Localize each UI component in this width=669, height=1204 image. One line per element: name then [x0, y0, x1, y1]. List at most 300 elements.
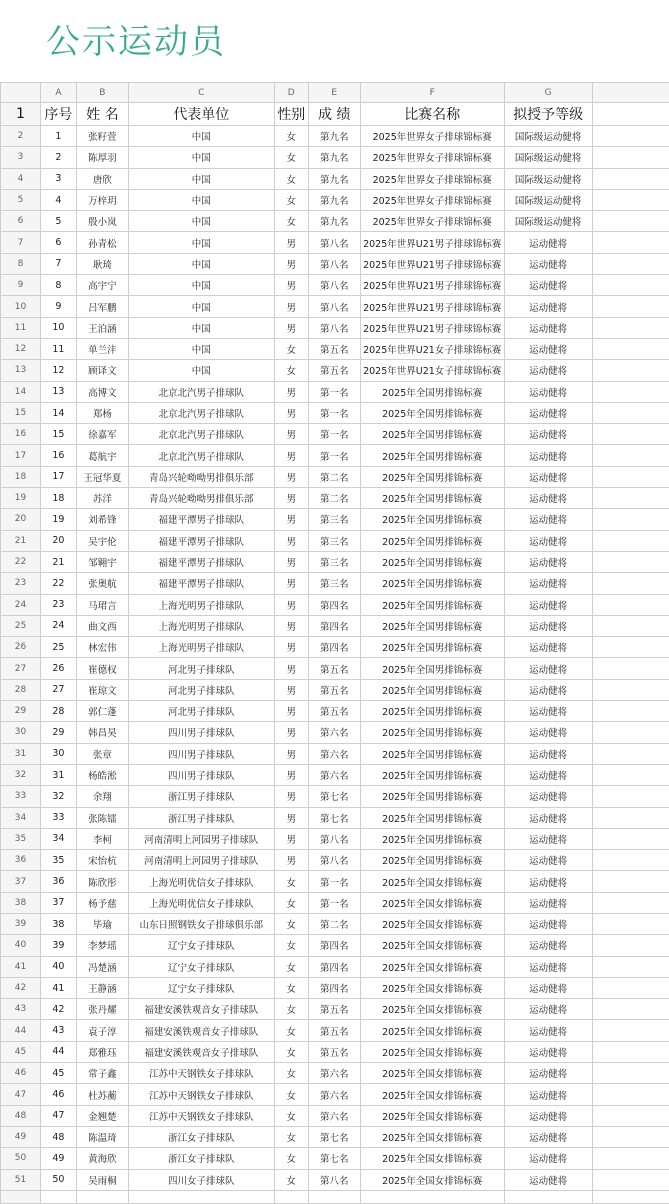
table-cell[interactable]: 郭仁蓬	[76, 701, 128, 722]
empty-cell[interactable]	[592, 679, 669, 700]
table-cell[interactable]: 上海光明男子排球队	[128, 615, 274, 636]
table-cell[interactable]: 2025年全国男排锦标赛	[360, 615, 504, 636]
table-cell[interactable]: 女	[274, 1084, 308, 1105]
table-cell[interactable]: 北京北汽男子排球队	[128, 402, 274, 423]
empty-cell[interactable]	[592, 828, 669, 849]
table-cell[interactable]: 第九名	[308, 211, 360, 232]
table-cell[interactable]: 2025年全国女排锦标赛	[360, 1169, 504, 1190]
table-cell[interactable]: 崔琼文	[76, 679, 128, 700]
table-cell[interactable]: 27	[40, 679, 76, 700]
row-number[interactable]: 26	[1, 637, 41, 658]
table-cell[interactable]: 男	[274, 807, 308, 828]
table-cell[interactable]: 第二名	[308, 913, 360, 934]
table-cell[interactable]: 国际级运动健将	[504, 189, 592, 210]
empty-cell[interactable]	[592, 275, 669, 296]
row-number[interactable]: 7	[1, 232, 41, 253]
empty-cell[interactable]	[592, 466, 669, 487]
table-cell[interactable]: 6	[40, 232, 76, 253]
table-cell[interactable]: 43	[40, 1020, 76, 1041]
table-cell[interactable]: 2025年全国男排锦标赛	[360, 786, 504, 807]
table-cell[interactable]: 男	[274, 488, 308, 509]
table-cell[interactable]: 49	[40, 1148, 76, 1169]
empty-cell[interactable]	[592, 189, 669, 210]
row-number[interactable]: 40	[1, 935, 41, 956]
table-cell[interactable]: 第三名	[308, 509, 360, 530]
table-cell[interactable]: 男	[274, 637, 308, 658]
table-cell[interactable]: 24	[40, 615, 76, 636]
table-cell[interactable]: 37	[40, 892, 76, 913]
table-cell[interactable]: 邹翱宇	[76, 551, 128, 572]
table-cell[interactable]: 耿琦	[76, 253, 128, 274]
row-number[interactable]: 44	[1, 1020, 41, 1041]
table-cell[interactable]: 运动健将	[504, 913, 592, 934]
table-cell[interactable]: 13	[40, 381, 76, 402]
table-cell[interactable]: 第五名	[308, 679, 360, 700]
table-cell[interactable]: 运动健将	[504, 317, 592, 338]
column-header-4[interactable]: E	[308, 83, 360, 103]
table-cell[interactable]: 顾译文	[76, 360, 128, 381]
table-cell[interactable]: 运动健将	[504, 296, 592, 317]
table-cell[interactable]: 男	[274, 381, 308, 402]
table-cell[interactable]: 第六名	[308, 1063, 360, 1084]
table-cell[interactable]: 运动健将	[504, 1169, 592, 1190]
table-cell[interactable]: 上海光明优信女子排球队	[128, 892, 274, 913]
row-number[interactable]	[1, 1190, 41, 1203]
table-cell[interactable]: 31	[40, 764, 76, 785]
table-cell[interactable]: 2025年全国女排锦标赛	[360, 1020, 504, 1041]
table-cell[interactable]: 陈温琦	[76, 1126, 128, 1147]
empty-cell[interactable]	[592, 402, 669, 423]
empty-cell[interactable]	[592, 1084, 669, 1105]
table-cell[interactable]: 张陈镭	[76, 807, 128, 828]
table-cell[interactable]: 42	[40, 999, 76, 1020]
table-cell[interactable]: 30	[40, 743, 76, 764]
table-cell[interactable]: 运动健将	[504, 594, 592, 615]
row-number[interactable]: 32	[1, 764, 41, 785]
empty-cell[interactable]	[592, 296, 669, 317]
table-cell[interactable]: 2025年全国男排锦标赛	[360, 488, 504, 509]
table-cell[interactable]: 2025年全国女排锦标赛	[360, 977, 504, 998]
table-cell[interactable]: 运动健将	[504, 977, 592, 998]
row-number[interactable]: 19	[1, 488, 41, 509]
table-cell[interactable]: 四川女子排球队	[128, 1169, 274, 1190]
table-cell[interactable]: 2025年全国男排锦标赛	[360, 828, 504, 849]
row-number[interactable]: 2	[1, 126, 41, 147]
table-cell[interactable]: 第七名	[308, 786, 360, 807]
empty-cell[interactable]	[592, 338, 669, 359]
empty-cell[interactable]	[592, 913, 669, 934]
row-number[interactable]: 6	[1, 211, 41, 232]
table-cell[interactable]: 2025年世界女子排球锦标赛	[360, 211, 504, 232]
table-cell[interactable]: 李梦瑶	[76, 935, 128, 956]
table-cell[interactable]	[360, 1190, 504, 1203]
table-cell[interactable]: 20	[40, 530, 76, 551]
empty-cell[interactable]	[592, 232, 669, 253]
table-cell[interactable]: 王静涵	[76, 977, 128, 998]
table-cell[interactable]: 辽宁女子排球队	[128, 977, 274, 998]
table-cell[interactable]: 第五名	[308, 701, 360, 722]
empty-cell[interactable]	[592, 764, 669, 785]
table-cell[interactable]: 2025年全国男排锦标赛	[360, 509, 504, 530]
table-cell[interactable]: 运动健将	[504, 232, 592, 253]
table-cell[interactable]: 王冠华夏	[76, 466, 128, 487]
table-cell[interactable]: 运动健将	[504, 679, 592, 700]
table-cell[interactable]: 47	[40, 1105, 76, 1126]
empty-cell[interactable]	[592, 126, 669, 147]
empty-cell[interactable]	[592, 253, 669, 274]
table-cell[interactable]: 男	[274, 402, 308, 423]
table-cell[interactable]: 26	[40, 658, 76, 679]
table-cell[interactable]: 女	[274, 913, 308, 934]
table-cell[interactable]: 11	[40, 338, 76, 359]
header-cell[interactable]: 序号	[40, 103, 76, 126]
table-cell[interactable]: 第五名	[308, 360, 360, 381]
table-cell[interactable]: 男	[274, 317, 308, 338]
table-cell[interactable]: 中国	[128, 147, 274, 168]
row-number[interactable]: 35	[1, 828, 41, 849]
table-cell[interactable]: 4	[40, 189, 76, 210]
table-cell[interactable]: 运动健将	[504, 850, 592, 871]
table-cell[interactable]: 16	[40, 445, 76, 466]
table-cell[interactable]: 吴雨桐	[76, 1169, 128, 1190]
table-cell[interactable]: 高宇宁	[76, 275, 128, 296]
table-cell[interactable]: 2025年世界女子排球锦标赛	[360, 168, 504, 189]
table-cell[interactable]: 北京北汽男子排球队	[128, 424, 274, 445]
row-number[interactable]: 11	[1, 317, 41, 338]
table-cell[interactable]: 第八名	[308, 1169, 360, 1190]
table-cell[interactable]: 35	[40, 850, 76, 871]
table-cell[interactable]: 2025年世界U21女子排球锦标赛	[360, 338, 504, 359]
empty-cell[interactable]	[592, 977, 669, 998]
table-cell[interactable]: 运动健将	[504, 338, 592, 359]
table-cell[interactable]: 福建平潭男子排球队	[128, 551, 274, 572]
table-cell[interactable]: 2025年全国女排锦标赛	[360, 1063, 504, 1084]
empty-cell[interactable]	[592, 147, 669, 168]
table-cell[interactable]: 殷小岚	[76, 211, 128, 232]
table-cell[interactable]: 辽宁女子排球队	[128, 935, 274, 956]
empty-cell[interactable]	[592, 1169, 669, 1190]
table-cell[interactable]: 中国	[128, 275, 274, 296]
table-cell[interactable]	[128, 1190, 274, 1203]
table-cell[interactable]: 女	[274, 338, 308, 359]
empty-cell[interactable]	[592, 424, 669, 445]
row-number[interactable]: 29	[1, 701, 41, 722]
empty-cell[interactable]	[592, 743, 669, 764]
row-number[interactable]: 8	[1, 253, 41, 274]
table-cell[interactable]: 福建平潭男子排球队	[128, 509, 274, 530]
table-cell[interactable]: 第四名	[308, 956, 360, 977]
column-header-3[interactable]: D	[274, 83, 308, 103]
table-cell[interactable]: 河南清明上河园男子排球队	[128, 850, 274, 871]
empty-cell[interactable]	[592, 1190, 669, 1203]
table-cell[interactable]: 第三名	[308, 573, 360, 594]
column-header-0[interactable]: A	[40, 83, 76, 103]
table-cell[interactable]: 男	[274, 658, 308, 679]
empty-cell[interactable]	[592, 551, 669, 572]
table-cell[interactable]: 2025年全国男排锦标赛	[360, 764, 504, 785]
table-cell[interactable]: 2	[40, 147, 76, 168]
table-cell[interactable]: 唐欣	[76, 168, 128, 189]
table-cell[interactable]: 李柯	[76, 828, 128, 849]
table-cell[interactable]: 2025年全国男排锦标赛	[360, 850, 504, 871]
table-cell[interactable]: 张丹耀	[76, 999, 128, 1020]
table-cell[interactable]: 上海光明男子排球队	[128, 594, 274, 615]
table-cell[interactable]: 男	[274, 743, 308, 764]
table-cell[interactable]: 杜苏蘅	[76, 1084, 128, 1105]
table-cell[interactable]: 运动健将	[504, 807, 592, 828]
table-cell[interactable]: 男	[274, 679, 308, 700]
empty-cell[interactable]	[592, 83, 669, 103]
table-cell[interactable]: 2025年全国女排锦标赛	[360, 913, 504, 934]
table-cell[interactable]: 常子鑫	[76, 1063, 128, 1084]
empty-cell[interactable]	[592, 701, 669, 722]
table-cell[interactable]: 运动健将	[504, 786, 592, 807]
table-cell[interactable]: 46	[40, 1084, 76, 1105]
table-cell[interactable]: 2025年全国男排锦标赛	[360, 445, 504, 466]
table-cell[interactable]: 第六名	[308, 764, 360, 785]
table-cell[interactable]: 2025年全国男排锦标赛	[360, 722, 504, 743]
table-cell[interactable]: 运动健将	[504, 615, 592, 636]
row-number[interactable]: 21	[1, 530, 41, 551]
table-cell[interactable]: 福建平潭男子排球队	[128, 573, 274, 594]
table-cell[interactable]: 男	[274, 828, 308, 849]
table-cell[interactable]: 女	[274, 1063, 308, 1084]
table-cell[interactable]: 45	[40, 1063, 76, 1084]
table-cell[interactable]: 39	[40, 935, 76, 956]
table-cell[interactable]: 2025年全国男排锦标赛	[360, 701, 504, 722]
table-cell[interactable]: 女	[274, 1148, 308, 1169]
empty-cell[interactable]	[592, 1105, 669, 1126]
empty-cell[interactable]	[592, 786, 669, 807]
table-cell[interactable]: 四川男子排球队	[128, 722, 274, 743]
row-number[interactable]: 45	[1, 1041, 41, 1062]
table-cell[interactable]: 15	[40, 424, 76, 445]
corner-cell[interactable]	[1, 83, 41, 103]
row-number[interactable]: 15	[1, 402, 41, 423]
row-number[interactable]: 43	[1, 999, 41, 1020]
row-number[interactable]: 22	[1, 551, 41, 572]
table-cell[interactable]: 男	[274, 296, 308, 317]
table-cell[interactable]: 2025年全国男排锦标赛	[360, 594, 504, 615]
row-number[interactable]: 41	[1, 956, 41, 977]
table-cell[interactable]: 徐嘉军	[76, 424, 128, 445]
table-cell[interactable]: 运动健将	[504, 551, 592, 572]
table-cell[interactable]: 男	[274, 253, 308, 274]
row-number[interactable]: 48	[1, 1105, 41, 1126]
table-cell[interactable]: 2025年全国女排锦标赛	[360, 956, 504, 977]
table-cell[interactable]: 第七名	[308, 807, 360, 828]
table-cell[interactable]: 第三名	[308, 551, 360, 572]
table-cell[interactable]: 第九名	[308, 168, 360, 189]
table-cell[interactable]: 第九名	[308, 126, 360, 147]
table-cell[interactable]: 男	[274, 509, 308, 530]
row-number[interactable]: 13	[1, 360, 41, 381]
table-cell[interactable]: 女	[274, 147, 308, 168]
row-number[interactable]: 25	[1, 615, 41, 636]
table-cell[interactable]: 2025年世界女子排球锦标赛	[360, 126, 504, 147]
table-cell[interactable]: 50	[40, 1169, 76, 1190]
table-cell[interactable]: 运动健将	[504, 764, 592, 785]
table-cell[interactable]: 运动健将	[504, 701, 592, 722]
table-cell[interactable]: 陈厚羽	[76, 147, 128, 168]
table-cell[interactable]: 第八名	[308, 828, 360, 849]
table-cell[interactable]: 第五名	[308, 338, 360, 359]
table-cell[interactable]: 单兰沣	[76, 338, 128, 359]
table-cell[interactable]: 运动健将	[504, 871, 592, 892]
row-number[interactable]: 34	[1, 807, 41, 828]
table-cell[interactable]: 25	[40, 637, 76, 658]
table-cell[interactable]: 河北男子排球队	[128, 679, 274, 700]
table-cell[interactable]: 18	[40, 488, 76, 509]
table-cell[interactable]: 2025年全国男排锦标赛	[360, 807, 504, 828]
table-cell[interactable]: 第一名	[308, 445, 360, 466]
table-cell[interactable]: 女	[274, 1041, 308, 1062]
table-cell[interactable]: 山东日照钢铁女子排球俱乐部	[128, 913, 274, 934]
empty-cell[interactable]	[592, 658, 669, 679]
table-cell[interactable]: 万梓玥	[76, 189, 128, 210]
table-cell[interactable]: 林宏伟	[76, 637, 128, 658]
table-cell[interactable]: 张奥航	[76, 573, 128, 594]
table-cell[interactable]: 33	[40, 807, 76, 828]
table-cell[interactable]: 14	[40, 402, 76, 423]
table-cell[interactable]: 40	[40, 956, 76, 977]
empty-cell[interactable]	[592, 892, 669, 913]
table-cell[interactable]: 高博文	[76, 381, 128, 402]
row-number[interactable]: 49	[1, 1126, 41, 1147]
table-cell[interactable]: 女	[274, 977, 308, 998]
table-cell[interactable]: 运动健将	[504, 381, 592, 402]
table-cell[interactable]: 第五名	[308, 1041, 360, 1062]
table-cell[interactable]: 运动健将	[504, 1148, 592, 1169]
table-cell[interactable]: 第八名	[308, 232, 360, 253]
table-cell[interactable]: 福建安溪铁观音女子排球队	[128, 1020, 274, 1041]
table-cell[interactable]: 第六名	[308, 743, 360, 764]
table-cell[interactable]: 宋怡杭	[76, 850, 128, 871]
table-cell[interactable]: 上海光明优信女子排球队	[128, 871, 274, 892]
header-cell[interactable]: 拟授予等级	[504, 103, 592, 126]
table-cell[interactable]: 葛航宇	[76, 445, 128, 466]
table-cell[interactable]: 第一名	[308, 424, 360, 445]
table-cell[interactable]: 女	[274, 956, 308, 977]
table-cell[interactable]: 第二名	[308, 466, 360, 487]
row-number[interactable]: 42	[1, 977, 41, 998]
table-cell[interactable]: 福建平潭男子排球队	[128, 530, 274, 551]
empty-cell[interactable]	[592, 445, 669, 466]
table-cell[interactable]: 韩昌昊	[76, 722, 128, 743]
table-cell[interactable]: 男	[274, 424, 308, 445]
table-cell[interactable]: 2025年全国男排锦标赛	[360, 743, 504, 764]
table-cell[interactable]: 2025年全国男排锦标赛	[360, 530, 504, 551]
table-cell[interactable]: 2025年全国男排锦标赛	[360, 658, 504, 679]
table-cell[interactable]	[40, 1190, 76, 1203]
empty-cell[interactable]	[592, 381, 669, 402]
table-cell[interactable]: 余翔	[76, 786, 128, 807]
table-cell[interactable]: 浙江女子排球队	[128, 1126, 274, 1147]
table-cell[interactable]: 郑杨	[76, 402, 128, 423]
table-cell[interactable]: 2025年全国女排锦标赛	[360, 871, 504, 892]
table-cell[interactable]: 陈欣彤	[76, 871, 128, 892]
table-cell[interactable]: 河南清明上河园男子排球队	[128, 828, 274, 849]
empty-cell[interactable]	[592, 807, 669, 828]
table-cell[interactable]: 浙江男子排球队	[128, 786, 274, 807]
row-number[interactable]: 37	[1, 871, 41, 892]
table-cell[interactable]	[504, 1190, 592, 1203]
table-cell[interactable]: 男	[274, 551, 308, 572]
table-cell[interactable]: 2025年全国男排锦标赛	[360, 381, 504, 402]
table-cell[interactable]	[76, 1190, 128, 1203]
empty-cell[interactable]	[592, 956, 669, 977]
table-cell[interactable]: 运动健将	[504, 253, 592, 274]
table-cell[interactable]: 中国	[128, 360, 274, 381]
table-cell[interactable]: 福建安溪铁观音女子排球队	[128, 999, 274, 1020]
empty-cell[interactable]	[592, 488, 669, 509]
table-cell[interactable]: 国际级运动健将	[504, 126, 592, 147]
table-cell[interactable]: 5	[40, 211, 76, 232]
table-cell[interactable]: 第一名	[308, 381, 360, 402]
table-cell[interactable]: 29	[40, 722, 76, 743]
header-cell[interactable]: 比赛名称	[360, 103, 504, 126]
table-cell[interactable]: 2025年全国女排锦标赛	[360, 1041, 504, 1062]
table-cell[interactable]: 杨予慈	[76, 892, 128, 913]
table-cell[interactable]: 运动健将	[504, 275, 592, 296]
table-cell[interactable]: 国际级运动健将	[504, 168, 592, 189]
table-cell[interactable]: 第七名	[308, 1126, 360, 1147]
empty-cell[interactable]	[592, 317, 669, 338]
table-cell[interactable]: 8	[40, 275, 76, 296]
empty-cell[interactable]	[592, 509, 669, 530]
table-cell[interactable]: 女	[274, 935, 308, 956]
empty-cell[interactable]	[592, 594, 669, 615]
empty-cell[interactable]	[592, 1126, 669, 1147]
table-cell[interactable]: 中国	[128, 338, 274, 359]
table-cell[interactable]: 中国	[128, 317, 274, 338]
table-cell[interactable]: 第二名	[308, 488, 360, 509]
row-number[interactable]: 36	[1, 850, 41, 871]
table-cell[interactable]: 44	[40, 1041, 76, 1062]
table-cell[interactable]: 女	[274, 1126, 308, 1147]
table-cell[interactable]: 2025年世界U21女子排球锦标赛	[360, 360, 504, 381]
table-cell[interactable]: 男	[274, 573, 308, 594]
row-number[interactable]: 30	[1, 722, 41, 743]
table-cell[interactable]: 国际级运动健将	[504, 147, 592, 168]
table-cell[interactable]: 张章	[76, 743, 128, 764]
row-number[interactable]: 31	[1, 743, 41, 764]
table-cell[interactable]: 青岛兴轮呦呦男排俱乐部	[128, 488, 274, 509]
table-cell[interactable]: 2025年全国男排锦标赛	[360, 466, 504, 487]
table-cell[interactable]: 41	[40, 977, 76, 998]
table-cell[interactable]: 第一名	[308, 402, 360, 423]
row-number[interactable]: 50	[1, 1148, 41, 1169]
table-cell[interactable]: 女	[274, 168, 308, 189]
row-number[interactable]: 39	[1, 913, 41, 934]
table-cell[interactable]: 运动健将	[504, 530, 592, 551]
table-cell[interactable]: 第五名	[308, 999, 360, 1020]
table-cell[interactable]: 中国	[128, 211, 274, 232]
row-number[interactable]: 28	[1, 679, 41, 700]
table-cell[interactable]: 2025年全国男排锦标赛	[360, 573, 504, 594]
table-cell[interactable]: 17	[40, 466, 76, 487]
row-number[interactable]: 46	[1, 1063, 41, 1084]
column-header-6[interactable]: G	[504, 83, 592, 103]
row-number[interactable]: 10	[1, 296, 41, 317]
table-cell[interactable]: 中国	[128, 296, 274, 317]
table-cell[interactable]: 第五名	[308, 658, 360, 679]
table-cell[interactable]: 第八名	[308, 296, 360, 317]
table-cell[interactable]: 曲文西	[76, 615, 128, 636]
table-cell[interactable]: 第四名	[308, 615, 360, 636]
row-number[interactable]: 33	[1, 786, 41, 807]
table-cell[interactable]: 运动健将	[504, 1041, 592, 1062]
